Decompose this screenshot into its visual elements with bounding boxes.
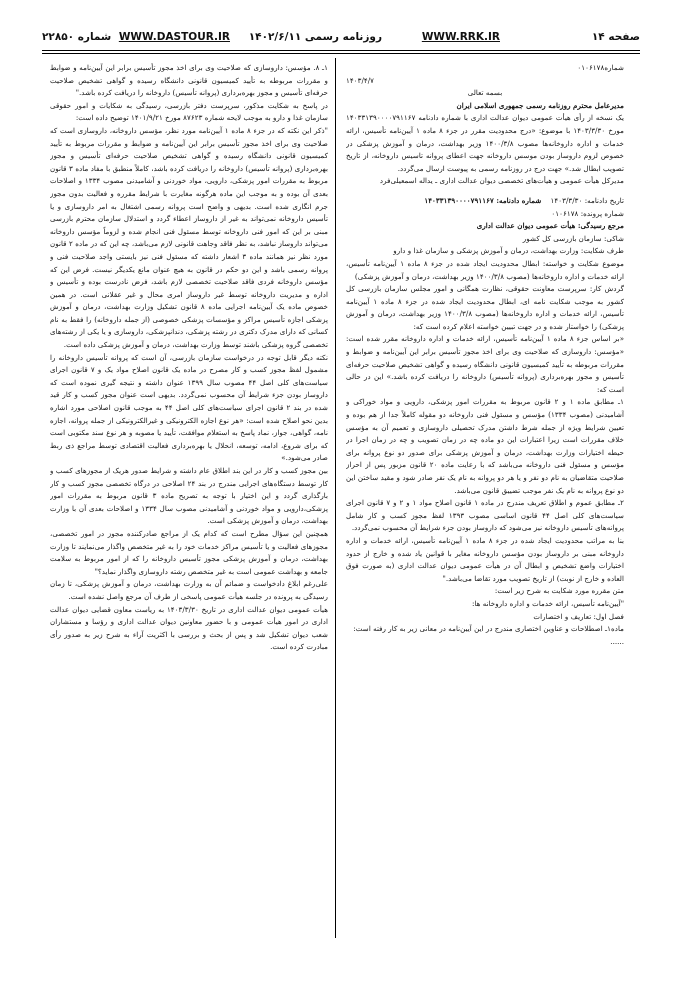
header-rule — [42, 50, 640, 51]
header-rule-2 — [42, 53, 640, 54]
regulation-title: "آیین‌نامه تأسیس، ارائه خدمات و اداره داروخانه ها: — [472, 598, 624, 608]
general-board-session: هیأت عمومی دیوان عدالت اداری در تاریخ ۱۴۰۳/۳/۳۰ به ریاست معاون قضایی دیوان عدالت اداری در امور هیأت عمومی و با حضور معاونین دیوان عدالت اداری و رؤسا و مستشاران شعب دیوان تشکیل شد و پس از بحث و بررسی با اکثریت آراء به شرح زیر به صدور رأی مبادرت کرده است. — [50, 604, 328, 652]
regulation-article: ماده۱ـ اصطلاحات و عناوین اختصاری مندرج در این آیین‌نامه در معانی زیر به کار رفته است: — [353, 624, 624, 634]
left-column — [50, 62, 328, 934]
defendant: طرف شکایت: وزارت بهداشت، درمان و آموزش پزشکی و سازمان غذا و دارو — [393, 246, 624, 256]
complaint-subject: موضوع شکایت و خواسته: ابطال محدودیت ایجاد شده در جزء ۸ ماده ۱ آیین‌نامه تأسیس، ارائه خدمات و اداره داروخانه‌ها (مصوب ۱۴۰۰/۳/۸ وزیر بهداشت، درمان و آموزش پزشکی) — [346, 258, 624, 281]
page-header — [42, 31, 640, 47]
addressee: مدیرعامل محترم روزنامه رسمی جمهوری اسلامی ایران — [456, 100, 624, 110]
letter-signature: مدیرکل هیأت عمومی و هیأت‌های تخصصی دیوان عدالت اداری ـ یداله اسمعیلی‌فرد — [379, 176, 624, 186]
issue-number: شماره ۲۲۸۵۰ — [42, 31, 112, 43]
right-column — [346, 62, 624, 934]
ministry-no-response: علی‌رغم ابلاغ دادخواست و ضمائم آن به وزارت بهداشت، درمان و آموزش پزشکی، تا زمان رسیدگی به پرونده در جلسه هیأت عمومی پاسخی از طرف آن مرجع واصل نشده است. — [50, 579, 328, 601]
ellipsis: ...... — [610, 636, 624, 646]
regulation-intro: متن مقرره مورد شکایت به شرح زیر است: — [494, 586, 624, 596]
conclusion-paragraph: بنا به مراتب محدودیت ایجاد شده در جزء ۸ ماده ۱ آیین‌نامه تأسیس، ارائه خدمات و اداره داروخانه مبنی بر داروساز بودن مؤسس داروخانه مغایر با قوانین یاد شده و خارج از حدود اختیارات واضع تشخیص و ابطال آن در هیأت عمومی دیوان عدالت اداری (به صورت فوق العاده و خارج از نوبت) از تاریخ تصویب مورد تقاضا می‌باشد." — [346, 535, 624, 583]
rrk-site-link[interactable]: WWW.RRK.IR — [421, 31, 500, 43]
letter-number: شماره۰۱۰۶۱۷۸ — [577, 63, 624, 72]
response-intro: در پاسخ به شکایت مذکور، سرپرست دفتر بازرسی، رسیدگی به شکایات و امور حقوقی سازمان غذا و دارو به موجب لایحه شماره ۸۷۶۲۳ مورخ ۱۴۰۱/۹/۲۱ توضیح داده است: — [50, 100, 328, 123]
reference-body: مرجع رسیدگی: هیأت عمومی دیوان عدالت اداری — [476, 221, 624, 231]
besmellah: بسمه تعالی — [467, 88, 503, 98]
letter-body: یک نسخه از رأی هیأت عمومی دیوان عدالت اداری با شماره دادنامه ۱۴۰۳۳۱۳۹۰۰۰۰۷۹۱۱۶۷ مورخ ۱۴۰۳/۳/۳۰ با موضوع: «درج محدودیت مقرر در جزء ۸ ماده ۱ آیین‌نامه تأسیس، ارائه خدمات و اداره داروخانه‌ها مصوب ۱۴۰۰/۳/۸ وزیر بهداشت، درمان و آموزش پزشکی در خصوص لزوم داروساز بودن موسس داروخانه جهت اعطای پروانه تاسیس داروخانه، از تاریخ تصویب ابطال شد.» جهت درج در روزنامه رسمی به پیوست ارسال می‌گردد. — [346, 113, 624, 173]
plaintiff: شاکی: سازمان بازرسی کل کشور — [522, 233, 624, 243]
page-number: صفحه ۱۴ — [591, 31, 640, 43]
quoted-clause: «بر اساس جزء ۸ ماده ۱ آیین‌نامه تأسیس، ارائه خدمات و اداره داروخانه مقرر شده است: «مؤسس: داروسازی که صلاحیت وی برای اخذ مجوز تأسیس برابر این آیین‌نامه و ضوابط و مقررات مربوطه به تأیید کمیسیون قانونی دانشگاه رسیده و گواهی تشخیص صلاحیت حرفه‌ای تأسیس و مجوز بهره‌برداری (پروانه تأسیس) داروخانه را دریافت کرده باشد.» این در حالی است که: — [346, 334, 624, 394]
response-body: "ذکر این نکته که در جزء ۸ ماده ۱ آیین‌نامه مورد نظر، مؤسس داروخانه، داروسازی است که صلاحیت وی برای اخذ مجوز تأسیس برابر این آیین‌نامه و ضوابط و مقررات مربوط به تأیید کمیسیون قانونی دانشگاه رسیده و گواهی تشخیص صلاحیت حرفه‌ای تأسیس و مجوز بهره‌برداری (پروانه تأسیس) داروخانه را دریافت کرده باشد، کاملاً منطبق با مفاد ماده ۳ قانون مربوط به مقررات امور پزشکی، دارویی، مواد خوردنی و آشامیدنی مصوب ۱۳۳۴ و اصلاحات بعدی آن بوده و به موجب این ماده هرگونه مغایرت با شرایط مقرره و فعالیت بدون مجوز جرم انگاری شده است. بدیهی و واضح است پروانه رسمی اشتغال به امر داروسازی و یا تأسیس داروخانه نمی‌تواند به غیر از داروساز اعطاء گردد و استدلال سازمان محترم بازرسی مبنی بر این که امور فنی داروخانه توسط مسئول فنی انجام شده و لزوماً مؤسس داروخانه می‌تواند داروساز نباشد، به نظر فاقد وجاهت قانونی لازم می‌باشد، چه این که در ماده ۲ قانون مورد نظر نیز همانند ماده ۳ اشعار داشته که مسئول فنی نیز بایستی واجد صلاحیت فنی و پروانه رسمی باشد و این دو حکم در قانون به هیچ عنوان مانع یکدیگر نیست. فرض این که مؤسس داروخانه فردی فاقد صلاحیت تخصصی لازم باشد، فرض نادرست بوده و تأسیس و اداره و مدیریت داروخانه توسط غیر داروساز امری محال و غیر عقلانی است. در همین خصوص ماده یک آیین‌نامه اجرایی ماده ۸ قانون تشکیل وزارت بهداشت، درمان و آموزش پزشکی اجازه تأسیس مراکز و مؤسسات پزشکی خصوصی (از جمله داروخانه) را فقط به نام کسانی که دارای مدرک دکتری در رشته پزشکی، دندانپزشکی، داروسازی و یا یکی از رشته‌های تخصصی گروه پزشکی باشند توسط وزارت بهداشت، درمان و آموزش پزشکی داده است. — [50, 125, 328, 350]
dastour-site-link[interactable]: WWW.DASTOUR.IR — [118, 31, 230, 43]
letter-date: ۱۴۰۳/۴/۷ — [346, 75, 375, 85]
column-divider — [335, 58, 336, 938]
definition-clause: ۱ـ ۸. مؤسس: داروسازی که صلاحیت وی برای اخذ مجوز تأسیس برابر این آیین‌نامه و ضوابط و مقررات مربوطه به تأیید کمیسیون قانونی دانشگاه رسیده و گواهی تشخیص صلاحیت حرفه‌ای تأسیس و مجوز بهره‌برداری (پروانه تأسیس) داروخانه را دریافت کرده باشد." — [50, 63, 328, 98]
process-paragraph: گردش کار: سرپرست معاونت حقوقی، نظارت همگانی و امور مجلس سازمان بازرسی کل کشور به موجب شکایت نامه ای، ابطال محدودیت ایجاد شده در جزء ۸ ماده ۱ آیین‌نامه تأسیس، ارائه خدمات و اداره داروخانه‌ها (مصوب ۱۴۰۰/۳/۸ وزیر بهداشت، درمان و آموزش پزشکی) را خواستار شده و در جهت تبیین خواسته اعلام کرده است که: — [346, 284, 624, 331]
response-question: همچنین این سؤال مطرح است که کدام یک از مراجع صادرکننده مجوز در امور تخصصی، مجوزهای فعالیت و یا تأسیس مراکز خدمات خود را به غیر متخصص واگذار می‌نمایند تا وزارت بهداشت، درمان و آموزش پزشکی مجوز تأسیس داروخانه را که از امور مربوط به سلامت جامعه و بهداشت عمومی است به غیر متخصص رشته داروسازی واگذار نماید؟" — [50, 528, 328, 576]
response-permits: نکته دیگر قابل توجه در درخواست سازمان بازرسی، آن است که پروانه تأسیس داروخانه را مشمول لفظ مجوز کسب و کار مصرح در ماده یک قانون اصلاح مواد یک و ۷ قانون اجرای سیاست‌های کلی اصل ۴۴ مصوب سال ۱۳۹۹ عنوان داشته و نتیجه گیری نموده است که داروساز بودن جزء شرایط آن محسوب نمی‌گردد. بدیهی است عنوان مجوز کسب و کار قید شده در بند ۲ قانون اجرای سیاست‌های کلی اصل ۴۴ به موجب قانون اصلاحی مورد اشاره بدین نحو اصلاح شده است: «هر نوع اجازه الکترونیکی و غیرالکترونیکی از جمله پروانه، اجازه نامه، گواهی، جواز، نماد پاسخ به استعلام موافقت، تأیید یا مصوبه و هر نوع سند مکتوبی است که برای شروع، ادامه، توسعه، انحلال یا بهره‌برداری فعالیت اقتصادی توسط مراجع ذی ربط صادر می‌شود.» — [50, 352, 328, 463]
regulation-chapter: فصل اول: تعاریف و اختصارات — [533, 611, 624, 621]
argument-point-1: ۱ـ مطابق ماده ۱ و ۲ قانون مربوط به مقررات امور پزشکی، دارویی و مواد خوراکی و آشامیدنی (مصوب ۱۳۳۴) مؤسس و مسئول فنی داروخانه دو مقوله کاملاً جدا از هم بوده و تعیین شرایط ویژه از جمله شرط داشتن مدرک تحصیلی داروسازی و تعمیم آن به مؤسس خلاف مقررات است زیرا اعتبارات این دو ماده چه در زمان تصویب و چه در زمان اجرا در حیطه اختیارات وزارت بهداشت، درمان و آموزش پزشکی برای صدور دو نوع پروانه برای مؤسس و مسئول فنی داروخانه می‌باشد که با رعایت ماده ۲۰ قانون مزبور پس از احراز صلاحیت متقاضیان به نام دو نفر و یا هر دو پروانه به نام یک نفر صادر شود و مقید ساختن این دو نوع پروانه به نام یک نفر موجب تضییق قانون می‌باشد. — [346, 397, 624, 495]
vote-number: شماره دادنامه: ۱۴۰۳۳۱۳۹۰۰۰۰۷۹۱۱۶۷ — [424, 195, 542, 205]
argument-point-2: ۲ـ مطابق عموم و اطلاق تعریف مندرج در ماده ۱ قانون اصلاح مواد ۱ و ۲ و ۷ قانون اجرای سیاست‌های کلی اصل ۴۴ قانون اساسی مصوب ۱۳۹۳ لفظ مجوز کسب و کار شامل پروانه‌های تأسیس داروخانه نیز می‌شود که داروساز بودن جزء شرایط آن محسوب نمی‌گردد. — [346, 498, 624, 533]
vote-date: تاریخ دادنامه: ۱۴۰۳/۳/۳۰ — [550, 195, 624, 205]
file-number: شماره پرونده: ۰۱۰۶۱۷۸ — [551, 208, 624, 218]
response-business-permit: بین مجوز کسب و کار در این بند اطلاق عام داشته و شرایط صدور هریک از مجوزهای کسب و کار توسط دستگاه‌های اجرایی مندرج در بند ۲۴ اصلاحی در درگاه تخصصی مجوز کسب و کار بارگذاری گردد و این اختیار با توجه به تصریح ماده ۳ قانون مربوط به مقررات امور پزشکی،دارویی و مواد خوردنی و آشامیدنی مصوب سال ۱۳۳۴ و اصلاحات بعدی آن با وزارت بهداشت، درمان و آموزش پزشکی است. — [50, 466, 328, 526]
newspaper-title: روزنامه رسمی ۱۴۰۲/۶/۱۱ — [248, 31, 382, 43]
